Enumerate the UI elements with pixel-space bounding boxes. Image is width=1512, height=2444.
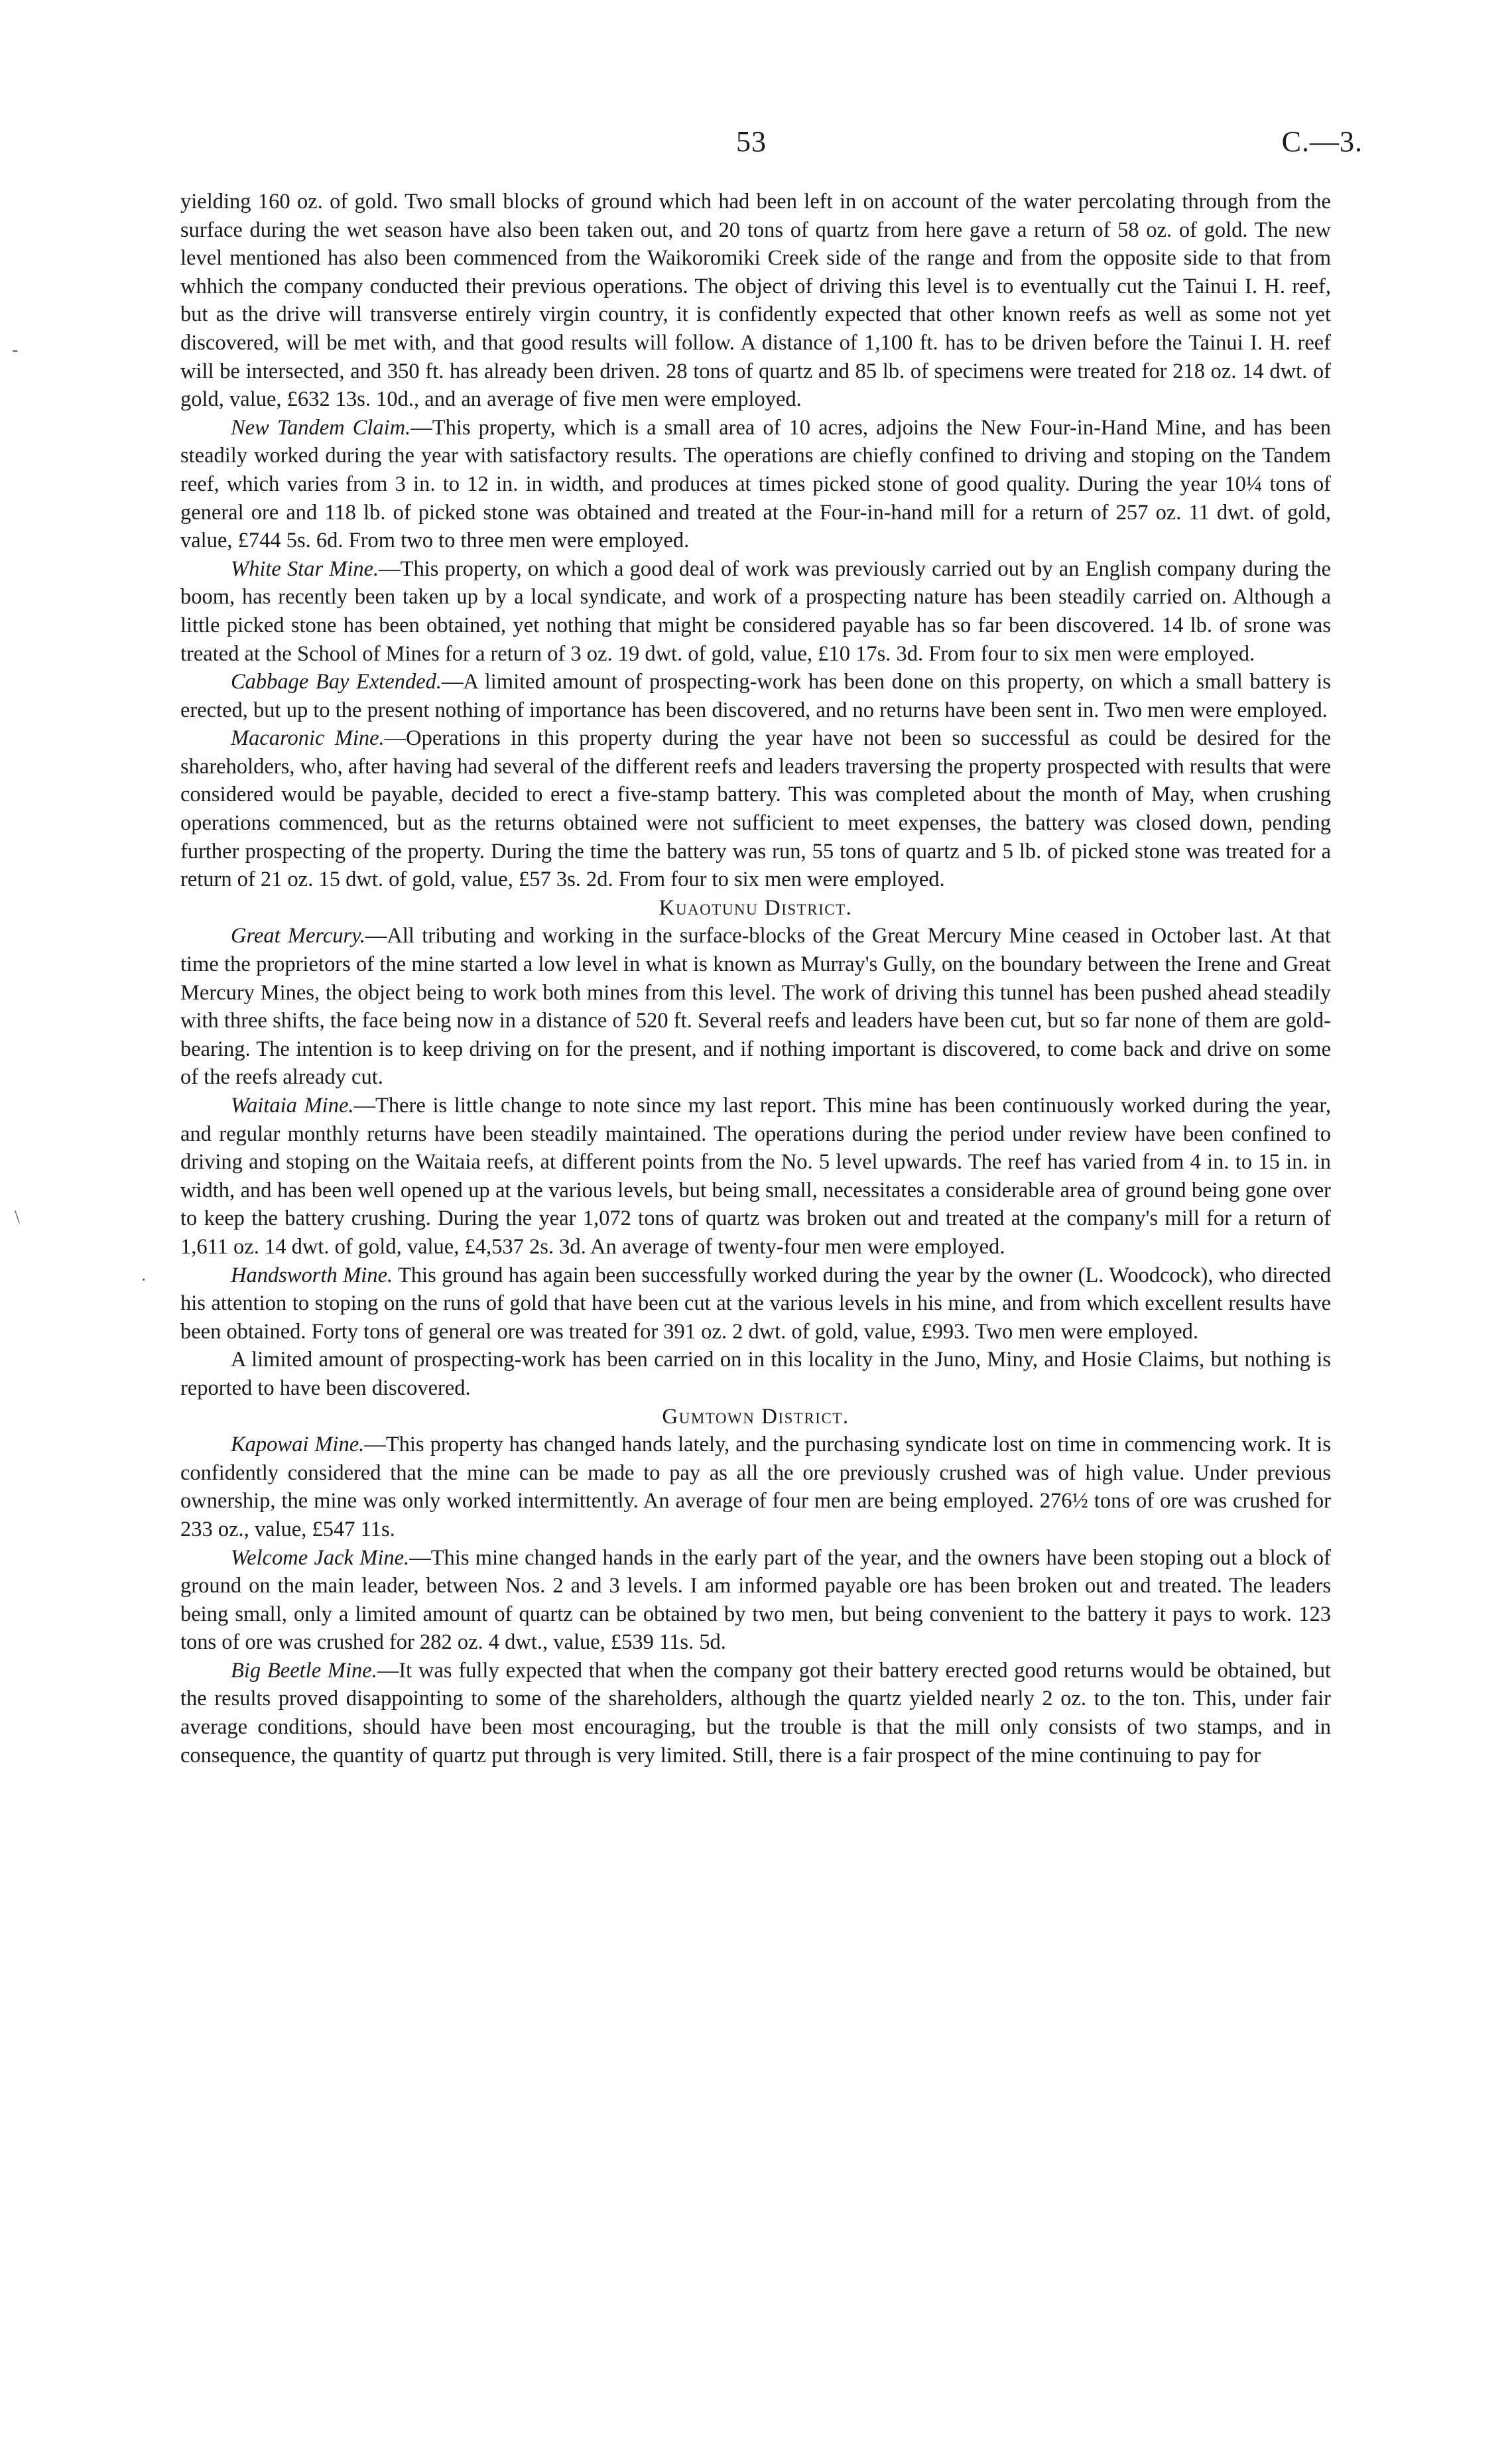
paragraph: New Tandem Claim.—This property, which is a small area of 10 acres, adjoins the New Four-in-Hand Mine, and has been steadily worked during the year with satisfactory results. The operations are chiefly confined to driving and stoping on the Tandem reef, which varies from 3 in. to 12 in. in width, and produces at times picked stone of good quality. During the year 10¼ tons of general ore and 118 lb. of picked stone was obtained and treated at the Four-in-hand mill for a return of 257 oz. 11 dwt. of gold, value, £744 5s. 6d. From two to three men were employed.	[180, 415, 1331, 553]
margin-mark: \	[15, 1207, 20, 1228]
paragraph-title: Welcome Jack Mine.	[231, 1545, 410, 1570]
paragraph-title: White Star Mine.	[231, 556, 379, 581]
paragraph-title: Kapowai Mine.	[231, 1433, 365, 1457]
page-number: 53	[736, 125, 767, 158]
paragraph: Handsworth Mine. This ground has again been successfully worked during the year by the owner (L. Woodcock), who directed his attention to stoping on the runs of gold that have been cut at the various levels in his mine, and from which excellent results have been obtained. Forty tons of general ore was treated for 391 oz. 2 dwt. of gold, value, £993. Two men were employed.	[180, 1263, 1332, 1344]
paragraph-title: Cabbage Bay Extended.	[231, 670, 442, 694]
document-code: C.—3.	[1281, 125, 1363, 158]
paragraph: Cabbage Bay Extended.—A limited amount of prospecting-work has been done on this property, on which a small battery is erected, but up to the present nothing of importance has been discovered, and no returns have been sent in. Two men were employed.	[180, 670, 1331, 722]
paragraph-title: Big Beetle Mine.	[231, 1658, 377, 1683]
paragraph: Great Mercury.—All tributing and working in the surface-blocks of the Great Mercury Mine ceased in October last. At that time the proprietors of the mine started a low level in what is known as Murray's Gully, on the boundary between the Irene and Great Mercury Mines, the object being to work both mines from this level. The work of driving this tunnel has been pushed ahead steadily with three shifts, the face being now in a distance of 520 ft. Several reefs and leaders have been cut, but so far none of them are gold-bearing. The intention is to keep driving on for the present, and if nothing important is discovered, to come back and drive on some of the reefs already cut.	[180, 924, 1332, 1090]
paragraph: White Star Mine.—This property, on which a good deal of work was previously carried out by an English company during the boom, has recently been taken up by a local syndicate, and work of a prospecting nature has been steadily carried on. Although a little picked stone has been obtained, yet nothing that might be considered payable has so far been discovered. 14 lb. of srone was treated at the School of Mines for a return of 3 oz. 19 dwt. of gold, value, £10 17s. 3d. From four to six men were employed.	[180, 556, 1332, 666]
paragraph-title: New Tandem Claim.	[231, 415, 411, 440]
paragraph: Big Beetle Mine.—It was fully expected that when the company got their battery erected good returns would be obtained, but the results proved disappointing to some of the shareholders, although the quartz yielded nearly 2 oz. to the ton. This, under fair average conditions, should have been most encouraging, but the trouble is that the mill only consists of two stamps, and in consequence, the quantity of quartz put through is very limited. Still, there is a fair prospect of the mine continuing to pay for	[180, 1658, 1331, 1768]
paragraph: Waitaia Mine.—There is little change to note since my last report. This mine has been continuously worked during the year, and regular monthly returns have been steadily maintained. The operations during the period under review have been confined to driving and stoping on the Waitaia reefs, at different points from the No. 5 level upwards. The reef has varied from 4 in. to 15 in. in width, and has been well opened up at the various levels, but being small, necessitates a considerable area of ground being gone over to keep the battery crushing. During the year 1,072 tons of quartz was broken out and treated at the company's mill for a return of 1,611 oz. 14 dwt. of gold, value, £4,537 2s. 3d. An average of twenty-four men were employed.	[180, 1094, 1331, 1259]
paragraph: Welcome Jack Mine.—This mine changed hands in the early part of the year, and the owners have been stoping out a block of ground on the main leader, between Nos. 2 and 3 levels. I am informed payable ore has been broken out and treated. The leaders being small, only a limited amount of quartz can be obtained by two men, but being convenient to the battery it pays to work. 123 tons of ore was crushed for 282 oz. 4 dwt., value, £539 11s. 5d.	[180, 1545, 1332, 1655]
margin-mark: -	[12, 340, 19, 360]
paragraph: Kapowai Mine.—This property has changed hands lately, and the purchasing syndicate lost on time in commencing work. It is confidently considered that the mine can be made to pay as all the ore previously crushed was of high value. Under previous ownership, the mine was only worked intermittently. An average of four men are being employed. 276½ tons of ore was crushed for 233 oz., value, £547 11s.	[180, 1433, 1331, 1541]
margin-mark: ·	[141, 1270, 147, 1291]
paragraph: Macaronic Mine.—Operations in this property during the year have not been so successful as could be desired for the shareholders, who, after having had several of the different reefs and leaders traversing the property prospected with results that were considered would be payable, decided to erect a five-stamp battery. This was completed about the month of May, when crushing operations commenced, but as the returns obtained were not sufficient to meet expenses, the battery was closed down, pending further prospecting of the property. During the time the battery was run, 55 tons of quartz and 5 lb. of picked stone was treated for a return of 21 oz. 15 dwt. of gold, value, £57 3s. 2d. From four to six men were employed.	[180, 726, 1331, 892]
paragraph-title: Waitaia Mine.	[231, 1094, 354, 1118]
section-heading: Kuaotunu District.	[659, 895, 853, 920]
paragraph: A limited amount of prospecting-work has been carried on in this locality in the Juno, Miny, and Hosie Claims, but nothing is reported to have been discovered.	[180, 1348, 1331, 1400]
section-heading: Gumtown District.	[662, 1404, 850, 1429]
paragraph-title: Handsworth Mine.	[231, 1263, 393, 1287]
paragraph-title: Macaronic Mine.	[231, 726, 385, 751]
paragraph-title: Great Mercury.	[231, 924, 365, 948]
paragraph: yielding 160 oz. of gold. Two small blocks of ground which had been left in on account of the water percolating through from the surface during the wet season have also been taken out, and 20 tons of quartz from here gave a return of 58 oz. of gold. The new level mentioned has also been commenced from the Waikoromiki Creek side of the range and from the opposite side to that from whhich the company conducted their previous operations. The object of driving this level is to eventually cut the Tainui I. H. reef, but as the drive will transverse entirely virgin country, it is confidently expected that other known reefs as well as some not yet discovered, will be met with, and that good results will follow. A distance of 1,100 ft. has to be driven before the Tainui I. H. reef will be intersected, and 350 ft. has already been driven. 28 tons of quartz and 85 lb. of specimens were treated for 218 oz. 14 dwt. of gold, value, £632 13s. 10d., and an average of five men were employed.	[180, 190, 1331, 412]
document-body	[180, 188, 1331, 1769]
